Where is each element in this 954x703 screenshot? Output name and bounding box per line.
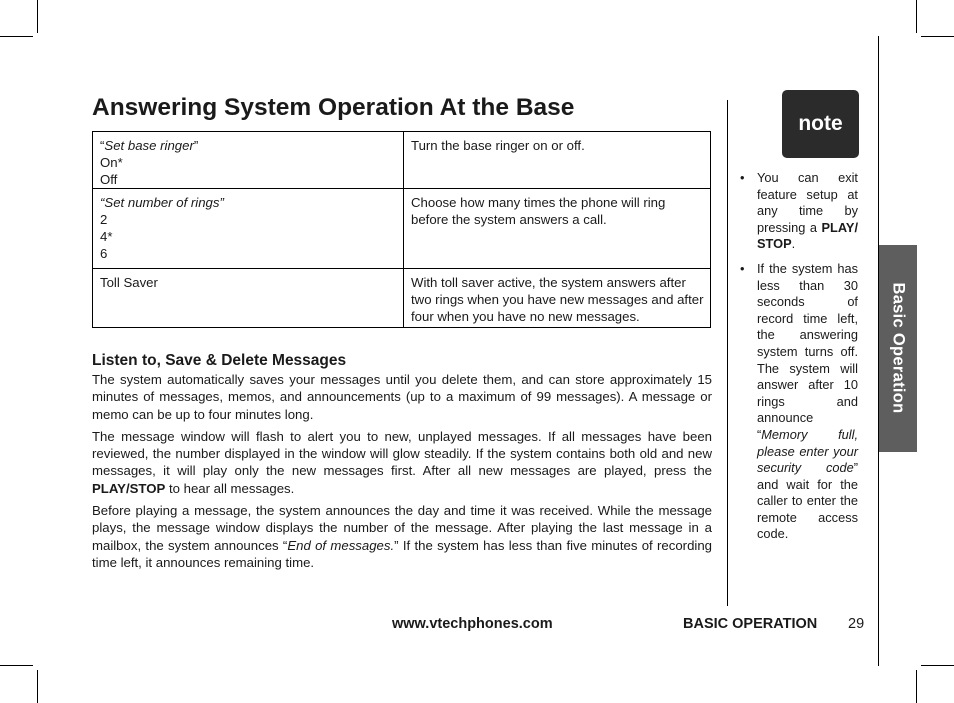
announcement-quote: End of messages. bbox=[287, 537, 395, 553]
paragraph: Before playing a message, the system announces the day and time it was received. While the message plays, the message window displays the number of the message. After playing the last message in a mailbox, the system announces “End of messages.” If the system has less than five minutes of recording time left, it announces remaining time. bbox=[92, 503, 712, 570]
note-list bbox=[740, 170, 858, 551]
setting-name-cell: “Set base ringer” On* Off bbox=[93, 132, 404, 189]
setting-option: 6 bbox=[100, 246, 108, 261]
setting-option: 2 bbox=[100, 212, 108, 227]
crop-mark bbox=[0, 665, 33, 666]
column-divider bbox=[727, 100, 728, 606]
setting-description: Choose how many times the phone will ring before the system answers a call. bbox=[404, 189, 711, 269]
crop-mark bbox=[921, 665, 954, 666]
bullet-icon: • bbox=[740, 260, 745, 276]
paragraph: The system automatically saves your messages until you delete them, and can store approximately 15 minutes of messages, memos, and announcements (up to a maximum of 99 messages). A message or memo can be up to four minutes long. bbox=[92, 372, 712, 422]
setting-option: 4* bbox=[100, 229, 113, 244]
list-item: • If the system has less than 30 seconds of record time left, the answering system turns off. The system will answer after 10 rings and announce “Memory full, please enter your security code” and wait for the caller to enter the remote access code. bbox=[740, 260, 858, 542]
list-item: • You can exit feature setup at any time by pressing a PLAY/ STOP. bbox=[740, 170, 858, 252]
footer-url: www.vtechphones.com bbox=[392, 616, 553, 632]
body-text bbox=[92, 371, 712, 576]
setting-option: On* bbox=[100, 155, 123, 170]
crop-mark bbox=[37, 670, 38, 703]
page-title: Answering System Operation At the Base bbox=[92, 94, 575, 121]
settings-table bbox=[92, 131, 711, 328]
section-heading: Listen to, Save & Delete Messages bbox=[92, 352, 347, 369]
setting-description: With toll saver active, the system answers after two rings when you have new messages and after four when you have no new messages. bbox=[404, 269, 711, 328]
bullet-icon: • bbox=[740, 170, 745, 185]
setting-name-cell: “Set number of rings” 2 4* 6 bbox=[93, 189, 404, 269]
setting-name: Set number of rings bbox=[104, 195, 220, 210]
crop-mark bbox=[0, 36, 33, 37]
table-row bbox=[93, 269, 711, 328]
setting-option: Off bbox=[100, 172, 118, 187]
note-badge: note bbox=[782, 90, 859, 158]
paragraph: The message window will flash to alert you to new, unplayed messages. If all messages have been reviewed, the number displayed in the window will glow steadily. If the system contains both old and new messages, it will play only the new messages first. After all new messages are played, press the PLAY/STOP to hear all messages. bbox=[92, 428, 712, 496]
crop-mark bbox=[916, 670, 917, 703]
crop-mark bbox=[37, 0, 38, 33]
setting-name: Set base ringer bbox=[104, 138, 194, 153]
setting-name: Toll Saver bbox=[93, 269, 404, 328]
crop-mark bbox=[921, 36, 954, 37]
crop-mark bbox=[916, 0, 917, 33]
play-stop-key-label: PLAY/STOP bbox=[92, 480, 166, 496]
section-tab-label: Basic Operation bbox=[889, 282, 908, 414]
page-number: 29 bbox=[848, 616, 865, 632]
setting-description: Turn the base ringer on or off. bbox=[404, 132, 711, 189]
table-row bbox=[93, 132, 711, 189]
table-row bbox=[93, 189, 711, 269]
footer-section: BASIC OPERATION bbox=[683, 616, 818, 632]
